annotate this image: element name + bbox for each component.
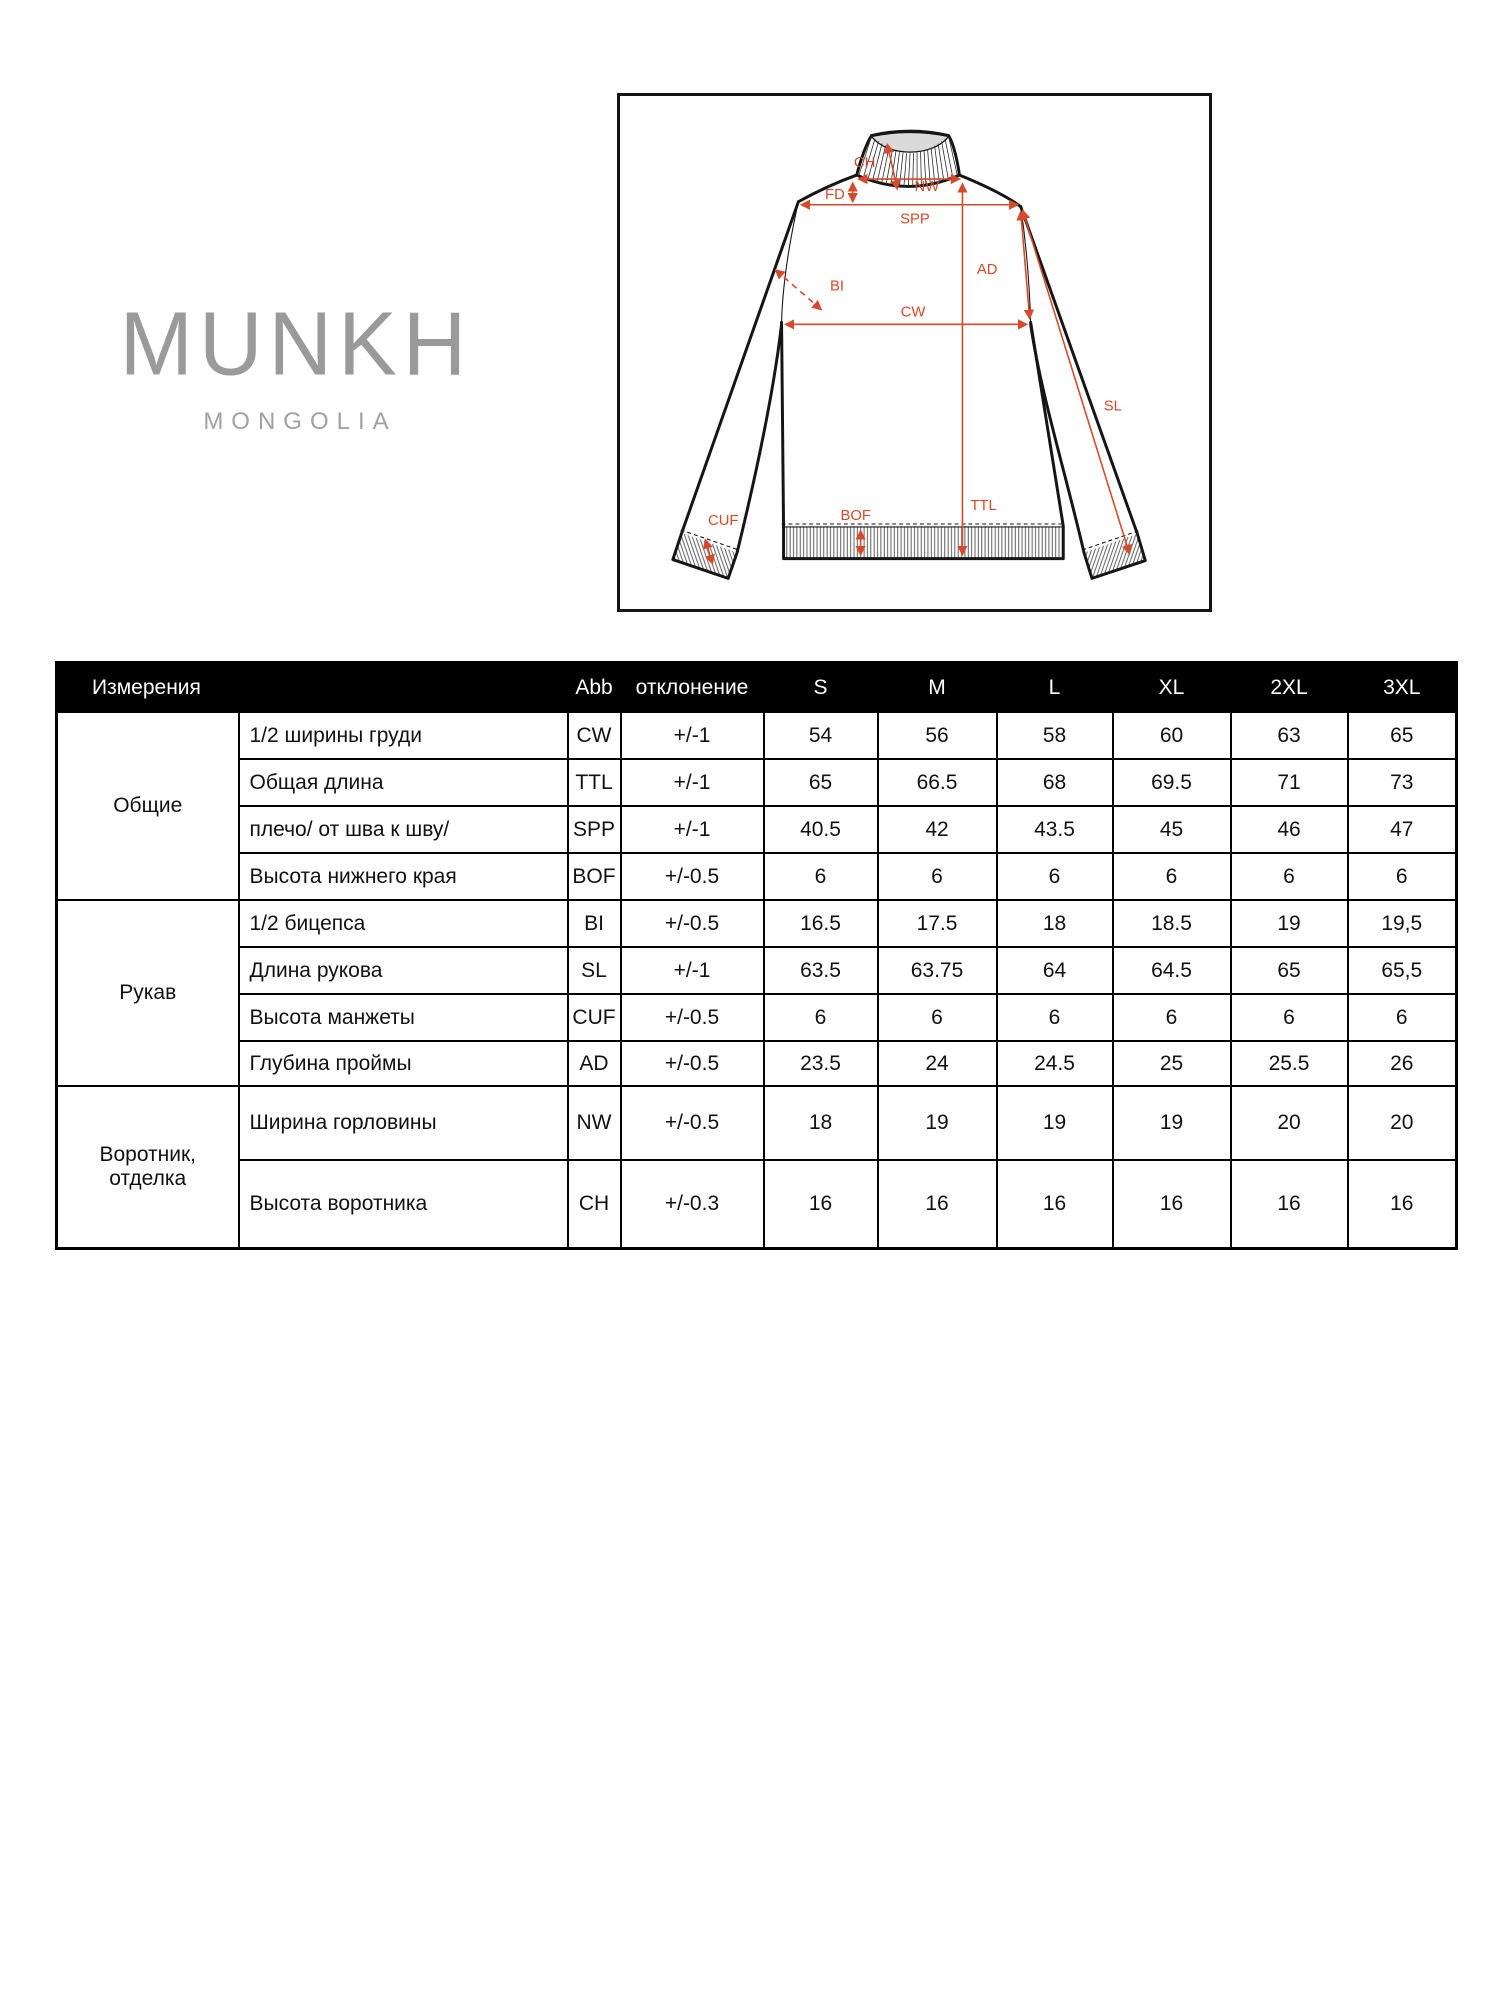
value-cell: 25 xyxy=(1113,1041,1231,1086)
label-cuff: CUF xyxy=(708,512,739,529)
value-cell: 56 xyxy=(878,712,997,759)
measure-name-cell: Высота воротника xyxy=(239,1160,568,1248)
label-armhole-depth: AD xyxy=(976,261,998,278)
header-measurements: Измерения xyxy=(57,663,568,713)
abb-cell: NW xyxy=(568,1086,621,1160)
value-cell: 60 xyxy=(1113,712,1231,759)
tolerance-cell: +/-0.5 xyxy=(621,853,764,900)
table-row-ttl xyxy=(57,759,1457,806)
value-cell: 6 xyxy=(1231,853,1348,900)
value-cell: 54 xyxy=(764,712,878,759)
value-cell: 6 xyxy=(764,994,878,1041)
header-size-m: M xyxy=(878,663,997,713)
size-chart xyxy=(55,661,1458,1250)
value-cell: 6 xyxy=(1348,994,1457,1041)
value-cell: 6 xyxy=(764,853,878,900)
value-cell: 18 xyxy=(997,900,1113,947)
value-cell: 64 xyxy=(997,947,1113,994)
header-size-s: S xyxy=(764,663,878,713)
value-cell: 64.5 xyxy=(1113,947,1231,994)
value-cell: 6 xyxy=(878,853,997,900)
value-cell: 16 xyxy=(1113,1160,1231,1248)
abb-cell: CH xyxy=(568,1160,621,1248)
header-size-2xl: 2XL xyxy=(1231,663,1348,713)
value-cell: 26 xyxy=(1348,1041,1457,1086)
brand-name: MUNKH xyxy=(119,293,473,394)
tolerance-cell: +/-1 xyxy=(621,712,764,759)
tolerance-cell: +/-0.5 xyxy=(621,1086,764,1160)
value-cell: 43.5 xyxy=(997,806,1113,853)
measurement-annotations xyxy=(705,144,1129,563)
label-total-length: TTL xyxy=(970,498,997,515)
table-row-cuf xyxy=(57,994,1457,1041)
value-cell: 16 xyxy=(1231,1160,1348,1248)
value-cell: 16 xyxy=(878,1160,997,1248)
label-front-drop: FD xyxy=(825,186,845,203)
abb-cell: CW xyxy=(568,712,621,759)
value-cell: 63.75 xyxy=(878,947,997,994)
abb-cell: SPP xyxy=(568,806,621,853)
value-cell: 6 xyxy=(1231,994,1348,1041)
header-tolerance: отклонение xyxy=(621,663,764,713)
label-collar-height: CH xyxy=(853,155,876,172)
table-row-spp xyxy=(57,806,1457,853)
label-chest-width: CW xyxy=(900,304,926,321)
value-cell: 6 xyxy=(1348,853,1457,900)
label-neck-width: NW xyxy=(914,178,940,195)
table-row-ch xyxy=(57,1160,1457,1248)
table-row-ad xyxy=(57,1041,1457,1086)
value-cell: 66.5 xyxy=(878,759,997,806)
tolerance-cell: +/-0.3 xyxy=(621,1160,764,1248)
abb-cell: CUF xyxy=(568,994,621,1041)
measure-name-cell: 1/2 бицепса xyxy=(239,900,568,947)
group-cell: Общие xyxy=(57,712,239,900)
header-size-3xl: 3XL xyxy=(1348,663,1457,713)
value-cell: 19,5 xyxy=(1348,900,1457,947)
abb-cell: TTL xyxy=(568,759,621,806)
value-cell: 24.5 xyxy=(997,1041,1113,1086)
value-cell: 63.5 xyxy=(764,947,878,994)
measure-name-cell: Длина рукова xyxy=(239,947,568,994)
value-cell: 73 xyxy=(1348,759,1457,806)
measure-name-cell: 1/2 ширины груди xyxy=(239,712,568,759)
value-cell: 17.5 xyxy=(878,900,997,947)
value-cell: 71 xyxy=(1231,759,1348,806)
value-cell: 6 xyxy=(1113,994,1231,1041)
measure-name-cell: Общая длина xyxy=(239,759,568,806)
sweater-measurement-diagram xyxy=(617,93,1212,612)
hem-ribbing xyxy=(782,524,1066,559)
label-bicep: BI xyxy=(829,278,844,295)
measure-name-cell: плечо/ от шва к шву/ xyxy=(239,806,568,853)
abb-cell: AD xyxy=(568,1041,621,1086)
measure-name-cell: Высота нижнего края xyxy=(239,853,568,900)
value-cell: 42 xyxy=(878,806,997,853)
tolerance-cell: +/-1 xyxy=(621,759,764,806)
value-cell: 65 xyxy=(764,759,878,806)
sweater-sketch xyxy=(620,96,1209,609)
brand-subtitle: MONGOLIA xyxy=(203,408,397,435)
value-cell: 18 xyxy=(764,1086,878,1160)
value-cell: 16.5 xyxy=(764,900,878,947)
value-cell: 68 xyxy=(997,759,1113,806)
value-cell: 19 xyxy=(1231,900,1348,947)
group-cell: Воротник, отделка xyxy=(57,1086,239,1248)
abb-cell: SL xyxy=(568,947,621,994)
header-abb: Abb xyxy=(568,663,621,713)
table-header-row xyxy=(57,663,1457,713)
label-bottom-finish: BOF xyxy=(840,508,871,525)
value-cell: 24 xyxy=(878,1041,997,1086)
brand-logo xyxy=(110,293,482,436)
value-cell: 65,5 xyxy=(1348,947,1457,994)
tolerance-cell: +/-1 xyxy=(621,947,764,994)
label-shoulder-width: SPP xyxy=(900,211,930,228)
value-cell: 19 xyxy=(878,1086,997,1160)
value-cell: 20 xyxy=(1348,1086,1457,1160)
value-cell: 16 xyxy=(1348,1160,1457,1248)
value-cell: 47 xyxy=(1348,806,1457,853)
value-cell: 6 xyxy=(878,994,997,1041)
measure-name-cell: Высота манжеты xyxy=(239,994,568,1041)
header-size-xl: XL xyxy=(1113,663,1231,713)
value-cell: 58 xyxy=(997,712,1113,759)
value-cell: 16 xyxy=(997,1160,1113,1248)
value-cell: 25.5 xyxy=(1231,1041,1348,1086)
table-row-cw xyxy=(57,712,1457,759)
measure-name-cell: Ширина горловины xyxy=(239,1086,568,1160)
tolerance-cell: +/-0.5 xyxy=(621,900,764,947)
value-cell: 6 xyxy=(997,853,1113,900)
tolerance-cell: +/-0.5 xyxy=(621,1041,764,1086)
value-cell: 6 xyxy=(997,994,1113,1041)
value-cell: 45 xyxy=(1113,806,1231,853)
value-cell: 19 xyxy=(1113,1086,1231,1160)
value-cell: 20 xyxy=(1231,1086,1348,1160)
value-cell: 6 xyxy=(1113,853,1231,900)
value-cell: 18.5 xyxy=(1113,900,1231,947)
table-row-bi xyxy=(57,900,1457,947)
value-cell: 23.5 xyxy=(764,1041,878,1086)
label-sleeve-length: SL xyxy=(1103,398,1122,415)
header-size-l: L xyxy=(997,663,1113,713)
value-cell: 16 xyxy=(764,1160,878,1248)
value-cell: 40.5 xyxy=(764,806,878,853)
table-row-bof xyxy=(57,853,1457,900)
abb-cell: BI xyxy=(568,900,621,947)
abb-cell: BOF xyxy=(568,853,621,900)
group-cell: Рукав xyxy=(57,900,239,1086)
value-cell: 65 xyxy=(1348,712,1457,759)
table-row-sl xyxy=(57,947,1457,994)
value-cell: 65 xyxy=(1231,947,1348,994)
table-row-nw xyxy=(57,1086,1457,1160)
value-cell: 46 xyxy=(1231,806,1348,853)
value-cell: 63 xyxy=(1231,712,1348,759)
measure-name-cell: Глубина проймы xyxy=(239,1041,568,1086)
value-cell: 19 xyxy=(997,1086,1113,1160)
size-table xyxy=(55,661,1458,1250)
tolerance-cell: +/-1 xyxy=(621,806,764,853)
value-cell: 69.5 xyxy=(1113,759,1231,806)
tolerance-cell: +/-0.5 xyxy=(621,994,764,1041)
